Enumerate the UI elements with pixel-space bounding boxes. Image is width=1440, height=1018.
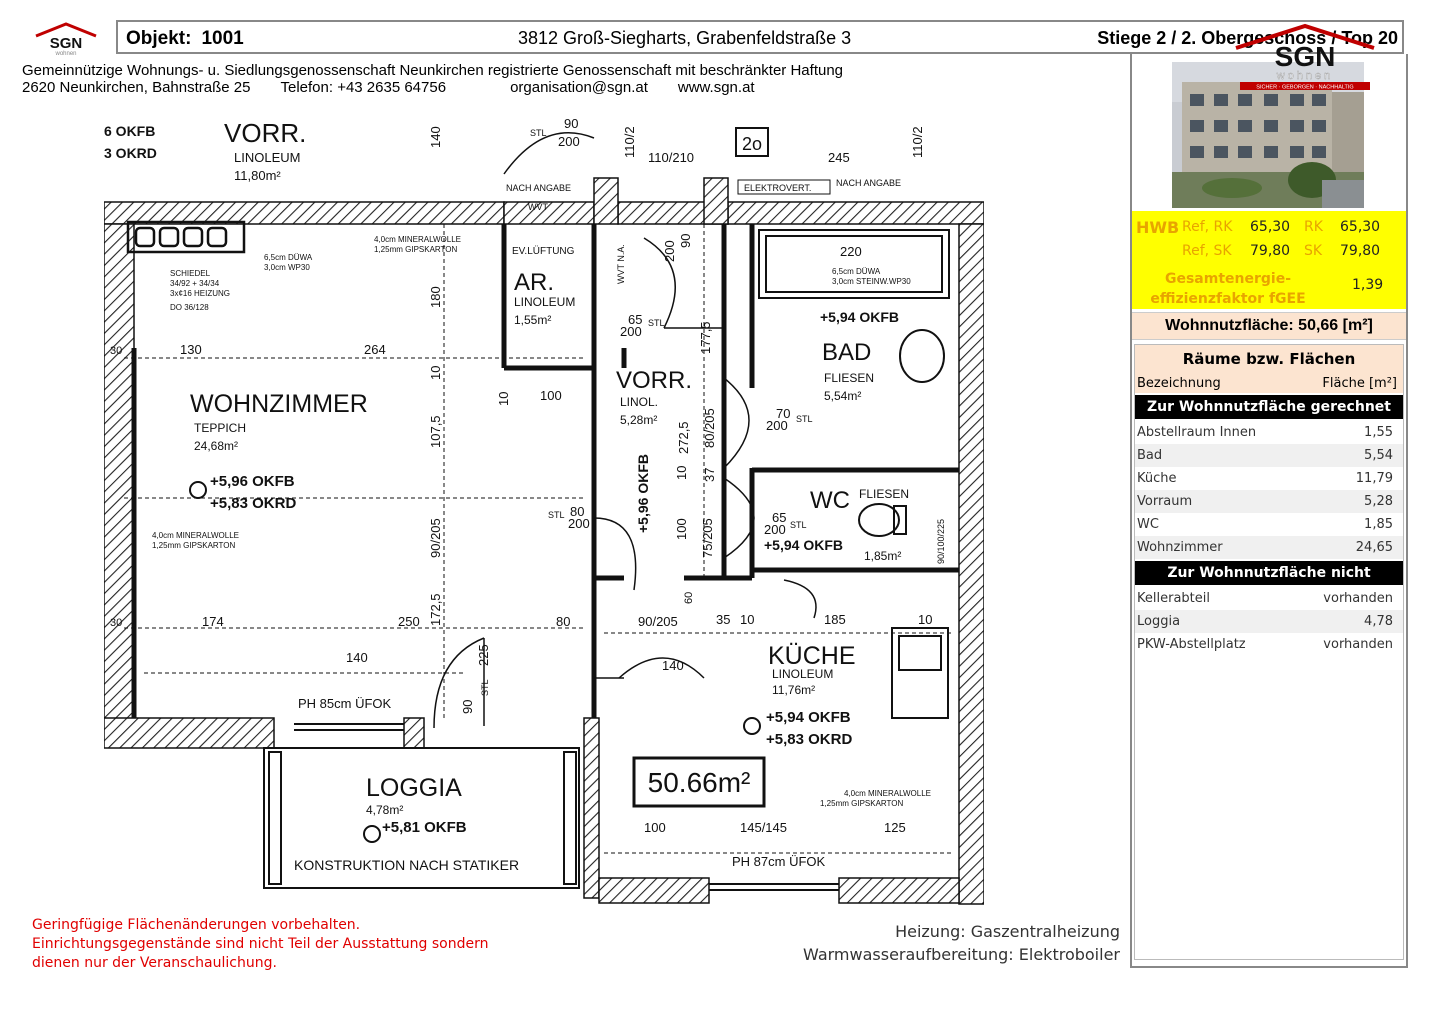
- dim: 140: [346, 650, 368, 665]
- dim: 65: [772, 510, 787, 525]
- rooms-table: [1134, 344, 1404, 960]
- room-name: Küche: [1137, 471, 1177, 486]
- dim: 185: [824, 612, 846, 627]
- room-name: Bad: [1137, 448, 1163, 463]
- dim: 90: [678, 233, 693, 248]
- bad-area: 5,54m²: [824, 389, 862, 403]
- dim: 10: [428, 365, 443, 380]
- floor-plan: [104, 118, 984, 908]
- disclaimer-line-1: Geringfügige Flächenänderungen vorbehalten.: [32, 917, 361, 933]
- rooms-header-row: [1135, 375, 1403, 393]
- ev-lueftung: EV.LÜFTUNG: [512, 246, 575, 257]
- wohnzimmer-okfb: +5,96 OKFB: [210, 473, 295, 490]
- duwa-2a: 6,5cm DÜWA: [832, 267, 881, 276]
- objekt-label-text: Objekt:: [126, 28, 192, 49]
- kueche-label: KÜCHE: [768, 642, 856, 670]
- dim: 35: [716, 612, 731, 627]
- heating-text: Heizung: Gaszentralheizung: [895, 922, 1120, 941]
- dim: 140: [662, 658, 684, 673]
- disclaimer: [32, 916, 488, 973]
- table-row: [1135, 633, 1403, 656]
- kueche-okrd: +5,83 OKRD: [766, 731, 853, 748]
- dim: 125: [884, 820, 906, 835]
- plan-total-area: 50.66m²: [647, 767, 751, 798]
- dim: 75/205: [700, 518, 715, 558]
- table-row: [1135, 490, 1403, 513]
- sgn-logo-large: [1230, 22, 1380, 90]
- unit-location: Stiege 2 / 2. Obergeschoss / Top 20: [1097, 28, 1398, 48]
- large-logo-text: SGN: [1274, 41, 1336, 72]
- dim: 180: [428, 286, 443, 308]
- vorr-material: LINOL.: [620, 395, 659, 409]
- mineral-3b: 1,25mm GIPSKARTON: [820, 799, 904, 808]
- dim: 80: [556, 614, 571, 629]
- room-name: Kellerabteil: [1137, 591, 1210, 606]
- wvt-na: WVT N.A.: [616, 244, 626, 284]
- dim: 110/2: [622, 126, 637, 158]
- duwa-1a: 6,5cm DÜWA: [264, 253, 313, 262]
- stl-2: STL: [648, 318, 665, 328]
- ref-rk-label: Ref, RK: [1182, 219, 1233, 235]
- dim: 130: [180, 342, 202, 357]
- dim: 174: [202, 614, 224, 629]
- fgee-value: 1,39: [1352, 277, 1384, 293]
- ref-sk-label: Ref, SK: [1182, 243, 1232, 259]
- ph87: PH 87cm ÜFOK: [732, 854, 826, 869]
- hwb-label: HWB: [1136, 218, 1180, 237]
- water-heating-text: Warmwasseraufbereitung: Elektroboiler: [803, 945, 1120, 964]
- room-area: 11,79: [1355, 471, 1393, 486]
- dim: 80: [570, 504, 585, 519]
- dim: 145/145: [740, 820, 787, 835]
- organisation-phone: Telefon: +43 2635 64756: [280, 79, 447, 96]
- dim: 250: [398, 614, 420, 629]
- room-area: vorhanden: [1323, 591, 1393, 606]
- dim: 10: [740, 612, 755, 627]
- wohnzimmer-label: WOHNZIMMER: [190, 390, 368, 418]
- mineral-2a: 4,0cm MINERALWOLLE: [152, 531, 239, 540]
- room-area: 4,78: [1364, 614, 1393, 629]
- schiedel-4: DO 36/128: [170, 303, 209, 312]
- bad-material: FLIESEN: [824, 371, 875, 385]
- chimney: [128, 222, 244, 252]
- dim: 100: [644, 820, 666, 835]
- dim: 100: [674, 518, 689, 540]
- disclaimer-line-2: Einrichtungsgegenstände sind nicht Teil der Ausstattung sondern: [32, 936, 489, 952]
- nach-angabe-2: NACH ANGABE: [836, 178, 902, 188]
- ph85: PH 85cm ÜFOK: [298, 696, 392, 711]
- dim: 90/205: [638, 614, 678, 629]
- organisation-name: Gemeinnützige Wohnungs- u. Siedlungsgenossenschaft Neunkirchen registrierte Genossenschaft mit beschränkter Haftung: [22, 62, 844, 79]
- duwa-2b: 3,0cm STEINW.WP30: [832, 277, 911, 286]
- mineral-1a: 4,0cm MINERALWOLLE: [374, 235, 461, 244]
- dim: 30: [110, 345, 123, 357]
- wohnzimmer-material: TEPPICH: [194, 421, 247, 435]
- dim: 225: [476, 644, 491, 666]
- objekt-number: 1001: [201, 28, 244, 49]
- ref-sk-value: 79,80: [1250, 243, 1291, 259]
- heating-info: [803, 920, 1120, 966]
- rk-value: 65,30: [1340, 219, 1381, 235]
- table-row: [1135, 513, 1403, 536]
- room-name: Abstellraum Innen: [1137, 425, 1257, 440]
- room-area: vorhanden: [1323, 637, 1393, 652]
- dim: 110/2: [910, 126, 925, 158]
- vorr-level: +5,96 OKFB: [635, 454, 651, 533]
- kueche-area: 11,76m²: [772, 683, 816, 697]
- dim: 177,5: [698, 321, 713, 354]
- section-included: Zur Wohnnutzfläche gerechnet: [1135, 395, 1403, 419]
- mineral-2b: 1,25mm GIPSKARTON: [152, 541, 236, 550]
- dim: 100: [540, 388, 562, 403]
- organisation-contact: [22, 79, 785, 96]
- elektrovert: ELEKTROVERT.: [744, 183, 812, 193]
- dim: 10: [918, 612, 933, 627]
- vorr-label: VORR.: [616, 367, 693, 394]
- okrd-top: 3 OKRD: [104, 145, 157, 161]
- logo-text: SGN: [49, 35, 83, 52]
- table-row: [1135, 536, 1403, 559]
- kueche-okfb: +5,94 OKFB: [766, 709, 851, 726]
- objekt-label: [126, 28, 254, 50]
- ar-area: 1,55m²: [514, 313, 552, 327]
- energy-box: [1132, 211, 1406, 309]
- vorr-top-material: LINOLEUM: [234, 150, 301, 165]
- door-2o: 2o: [741, 134, 763, 154]
- wvt: WVT: [528, 202, 548, 212]
- dim: 110/210: [648, 150, 695, 165]
- room-labels: [190, 118, 909, 873]
- mineral-1b: 1,25mm GIPSKARTON: [374, 245, 458, 254]
- table-row: [1135, 467, 1403, 490]
- bad-label: BAD: [822, 339, 872, 366]
- dim: 30: [110, 617, 123, 629]
- dim: 272,5: [676, 421, 691, 454]
- room-area: 1,85: [1364, 517, 1393, 532]
- col-name-header: Bezeichnung: [1137, 376, 1221, 391]
- room-name: Loggia: [1137, 614, 1181, 629]
- loggia-area: 4,78m²: [366, 803, 404, 817]
- large-logo-sub: wohnen: [1276, 70, 1334, 82]
- dim: 37: [702, 467, 717, 482]
- fgee-label-1: Gesamtenergie-: [1164, 271, 1292, 287]
- wc-material: FLIESEN: [859, 487, 910, 501]
- dim: 70: [776, 406, 791, 421]
- table-row: [1135, 421, 1403, 444]
- dim: 90/205: [428, 518, 443, 558]
- vorr-top-label: VORR.: [224, 118, 307, 148]
- vorr-area: 5,28m²: [620, 413, 658, 427]
- property-address: 3812 Groß-Siegharts, Grabenfeldstraße 3: [518, 28, 852, 48]
- stl-4: STL: [548, 510, 565, 520]
- dim: 200: [620, 324, 642, 339]
- vorr-top-area: 11,80m²: [234, 168, 281, 183]
- bad-level: +5,94 OKFB: [820, 309, 899, 325]
- wohnzimmer-okrd: +5,83 OKRD: [210, 495, 297, 512]
- header-bar: [116, 20, 1404, 54]
- stl-5: STL: [790, 520, 807, 530]
- dim: 200: [662, 240, 677, 262]
- sgn-logo-small: [32, 22, 100, 56]
- schiedel-2: 34/92 + 34/34: [170, 279, 220, 288]
- wohnzimmer-area: 24,68m²: [194, 439, 239, 453]
- organisation-address: 2620 Neunkirchen, Bahnstraße 25: [22, 79, 251, 96]
- wohnnutzflaeche-total: Wohnnutzfläche: 50,66 [m²]: [1132, 312, 1406, 340]
- organisation-web[interactable]: www.sgn.at: [677, 79, 755, 96]
- dim: 90: [460, 699, 475, 714]
- rk-label: RK: [1304, 219, 1323, 235]
- stl-6: STL: [480, 679, 490, 696]
- table-row: [1135, 610, 1403, 633]
- organisation-email[interactable]: organisation@sgn.at: [510, 79, 648, 96]
- dim: 65: [628, 312, 643, 327]
- wc-level: +5,94 OKFB: [764, 537, 843, 553]
- wc-area: 1,85m²: [864, 549, 902, 563]
- room-area: 1,55: [1364, 425, 1393, 440]
- room-area: 5,54: [1364, 448, 1393, 463]
- ref-rk-value: 65,30: [1250, 219, 1291, 235]
- dim: 60: [683, 591, 695, 604]
- dim: 10: [674, 465, 689, 480]
- dim: 172,5: [428, 593, 443, 626]
- wc-label: WC: [810, 487, 850, 514]
- schiedel-1: SCHIEDEL: [170, 269, 211, 278]
- dim: 200: [568, 516, 590, 531]
- section-excluded: Zur Wohnnutzfläche nicht gerechnet: [1135, 561, 1403, 585]
- loggia-label: LOGGIA: [366, 774, 462, 802]
- logo-sub: wohnen: [55, 51, 77, 56]
- dim: 107,5: [428, 415, 443, 448]
- dim: 200: [764, 522, 786, 537]
- dim: 245: [828, 150, 850, 165]
- sk-label: SK: [1304, 243, 1323, 259]
- room-name: WC: [1137, 517, 1159, 532]
- okfb-top: 6 OKFB: [104, 123, 156, 139]
- kueche-material: LINOLEUM: [772, 667, 834, 681]
- dim: 90/100/225: [936, 518, 946, 564]
- disclaimer-line-3: dienen nur der Veranschaulichung.: [32, 955, 277, 971]
- rooms-title: Räume bzw. Flächen: [1135, 345, 1403, 375]
- ar-label: AR.: [514, 269, 555, 296]
- ar-material: LINOLEUM: [514, 295, 576, 309]
- sk-value: 79,80: [1340, 243, 1381, 259]
- dim: 220: [840, 244, 862, 259]
- dim: 200: [766, 418, 788, 433]
- stl-3: STL: [796, 414, 813, 424]
- dim: 80/205: [702, 408, 717, 448]
- room-area: 24,65: [1355, 540, 1393, 555]
- room-area: 5,28: [1364, 494, 1393, 509]
- loggia-level: +5,81 OKFB: [382, 819, 467, 836]
- mineral-3a: 4,0cm MINERALWOLLE: [844, 789, 931, 798]
- dim: 10: [496, 391, 511, 406]
- stl-1: STL: [530, 128, 547, 138]
- nach-angabe-1: NACH ANGABE: [506, 183, 572, 193]
- schiedel-3: 3x¢16 HEIZUNG: [170, 289, 231, 298]
- dim: 140: [428, 126, 443, 148]
- table-row: [1135, 444, 1403, 467]
- room-name: Wohnzimmer: [1137, 540, 1223, 555]
- duwa-1b: 3,0cm WP30: [264, 263, 310, 272]
- fgee-label-2: effizienzfaktor fGEE: [1150, 291, 1306, 307]
- dim: 200: [558, 134, 580, 149]
- col-area-header: Fläche [m²]: [1322, 376, 1397, 391]
- konstruktion-label: KONSTRUKTION NACH STATIKER: [294, 857, 520, 873]
- logo-slogan: SICHER · GEBORGEN · NACHHALTIG: [1256, 84, 1354, 90]
- room-name: Vorraum: [1137, 494, 1193, 509]
- dim: 90: [564, 118, 579, 131]
- room-name: PKW-Abstellplatz: [1137, 637, 1246, 652]
- dim: 264: [364, 342, 386, 357]
